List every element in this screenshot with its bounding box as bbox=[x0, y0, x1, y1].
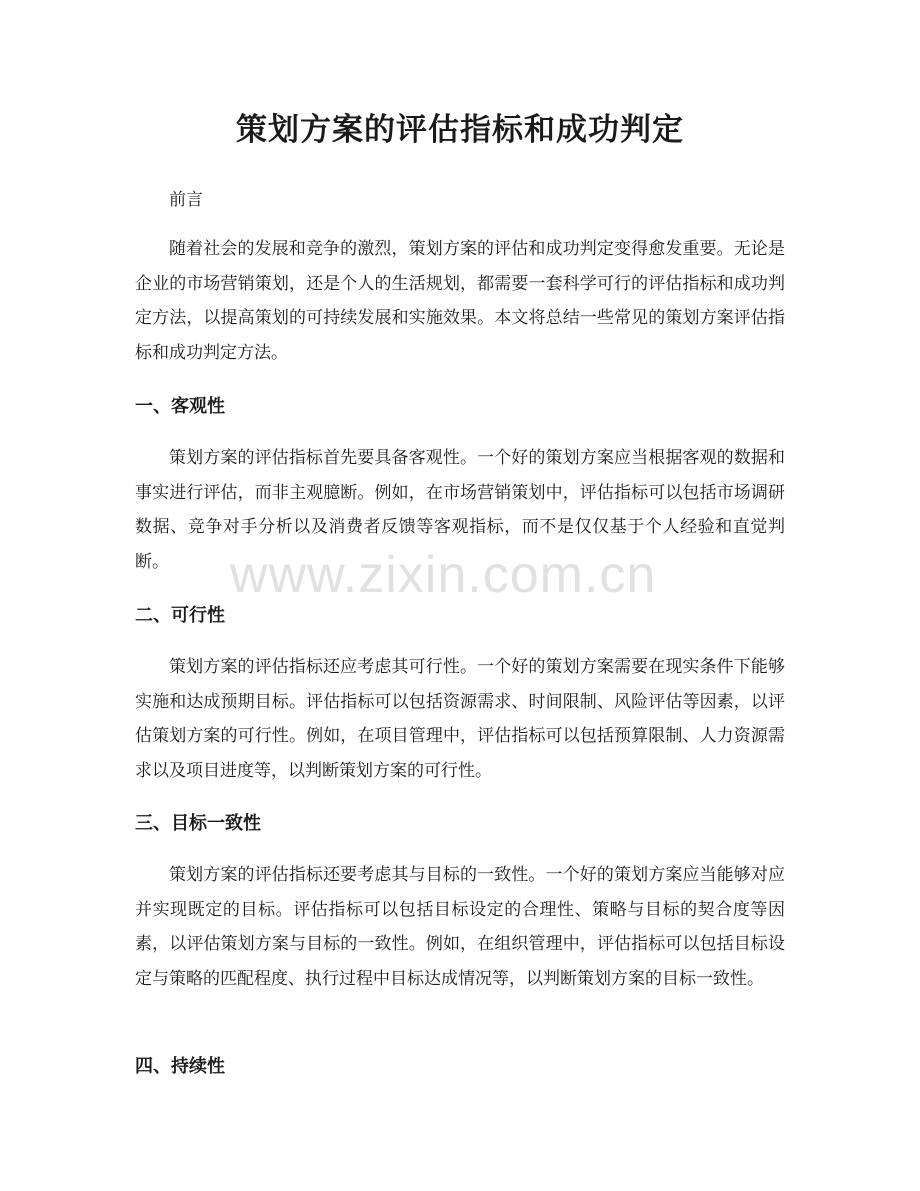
section-heading-sustainability: 四、持续性 bbox=[135, 1056, 225, 1077]
preface-paragraph: 随着社会的发展和竞争的激烈，策划方案的评估和成功判定变得愈发重要。无论是企业的市场营销策划，还是个人的生活规划，都需要一套科学可行的评估指标和成功判定方法，以提高策划的可持续发展和实施效果。本文将总结一些常见的策划方案评估指标和成功判定方法。 bbox=[135, 239, 785, 363]
section-heading-objectivity: 一、客观性 bbox=[135, 396, 225, 417]
section-heading-feasibility: 二、可行性 bbox=[135, 605, 225, 626]
section-heading-goal-consistency: 三、目标一致性 bbox=[135, 813, 261, 834]
watermark-text: www.zixin.com.cn bbox=[230, 546, 657, 604]
section-paragraph-objectivity: 策划方案的评估指标首先要具备客观性。一个好的策划方案应当根据客观的数据和事实进行评估，而非主观臆断。例如，在市场营销策划中，评估指标可以包括市场调研数据、竞争对手分析以及消费者反馈等客观指标，而不是仅仅基于个人经验和直觉判断。 bbox=[135, 448, 785, 572]
section-paragraph-goal-consistency: 策划方案的评估指标还要考虑其与目标的一致性。一个好的策划方案应当能够对应并实现既定的目标。评估指标可以包括目标设定的合理性、策略与目标的契合度等因素，以评估策划方案与目标的一致性。例如，在组织管理中，评估指标可以包括目标设定与策略的匹配程度、执行过程中目标达成情况等，以判断策划方案的目标一致性。 bbox=[135, 865, 785, 989]
document-title: 策划方案的评估指标和成功判定 bbox=[236, 112, 684, 148]
section-paragraph-feasibility: 策划方案的评估指标还应考虑其可行性。一个好的策划方案需要在现实条件下能够实施和达成预期目标。评估指标可以包括资源需求、时间限制、风险评估等因素，以评估策划方案的可行性。例如，在项目管理中，评估指标可以包括预算限制、人力资源需求以及项目进度等，以判断策划方案的可行性。 bbox=[135, 657, 785, 781]
preface-label: 前言 bbox=[169, 190, 203, 210]
